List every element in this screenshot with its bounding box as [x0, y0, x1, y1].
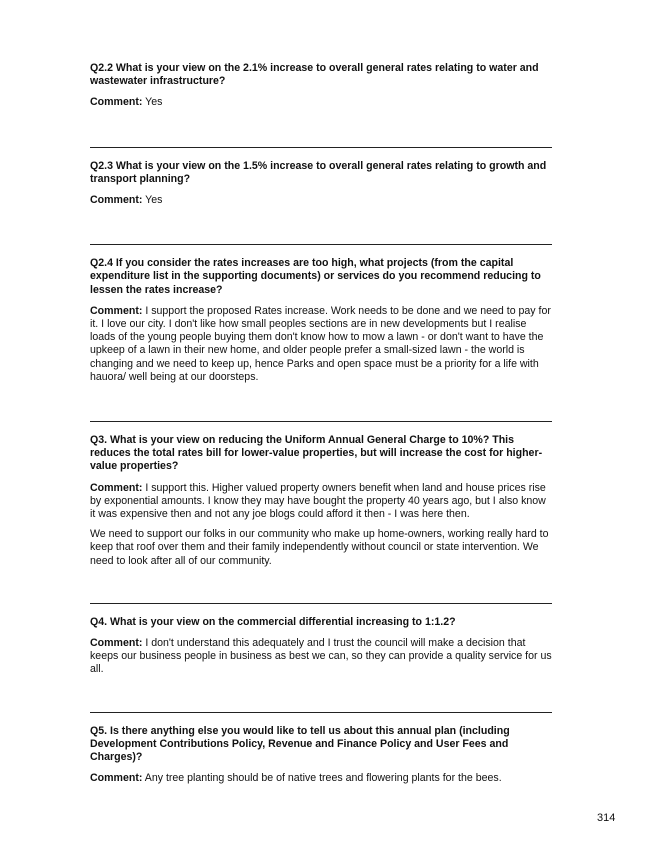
comment-text: Any tree planting should be of native trees and flowering plants for the bees. — [144, 772, 502, 785]
comment-text: Yes — [145, 194, 163, 207]
comment-text: I don't understand this adequately and I trust the council will make a decision that keeps our business people in business as best we can, so they can provide a quality service for us all. — [90, 637, 552, 676]
submission-content — [90, 62, 552, 793]
question-text: Q2.4 If you consider the rates increases are too high, what projects (from the capital expenditure list in the supporting documents) or services do you recommend reducing to lessen the rates increase? — [90, 257, 541, 296]
comment-label: Comment: — [90, 194, 143, 207]
comment-label: Comment: — [90, 96, 143, 109]
comment-text: Yes — [145, 96, 163, 109]
comment-paragraph — [90, 96, 552, 109]
question-text: Q2.3 What is your view on the 1.5% increase to overall general rates relating to growth and transport planning? — [90, 159, 547, 185]
question-section-q2-3 — [90, 160, 552, 208]
question-text: Q4. What is your view on the commercial differential increasing to 1:1.2? — [90, 615, 456, 628]
question-section-q2-4 — [90, 257, 552, 384]
question-section-q5 — [90, 725, 552, 786]
question-text: Q2.2 What is your view on the 2.1% increase to overall general rates relating to water and wastewater infrastructure? — [90, 62, 539, 88]
question-text: Q5. Is there anything else you would like to tell us about this annual plan (including Development Contributions Policy, Revenue and Finance Policy and User Fees and Charges)? — [90, 724, 510, 764]
comment-label: Comment: — [90, 637, 143, 650]
question-section-q4 — [90, 616, 552, 677]
comment-paragraph — [90, 772, 552, 785]
comment-paragraph — [90, 637, 552, 677]
question-text: Q3. What is your view on reducing the Uniform Annual General Charge to 10%? This reduces the total rates bill for lower-value properties, but will increase the cost for higher-value properties? — [90, 434, 543, 473]
comment-paragraph — [90, 482, 552, 522]
comment-text: I support the proposed Rates increase. Work needs to be done and we need to pay for it. I love our city. I don't like how small peoples sections are in new developments but I realise loads of the young people buying them don't know how to mow a lawn - or don't want to have the upkeep of a lawn in their new home, and older people prefer a small-sized lawn - the world is changing and we need to keep up, hence Parks and open space must be a priority for a life with hauora/ well being at our doorsteps. — [90, 304, 551, 383]
comment-label: Comment: — [90, 772, 143, 785]
comment-paragraph — [90, 194, 552, 207]
comment-paragraph — [90, 305, 552, 384]
comment-continuation: We need to support our folks in our community who make up home-owners, working really hard to keep that roof over them and their family independently without council or state intervention. We need to look after all of our community. — [90, 528, 549, 567]
comment-text: I support this. Higher valued property owners benefit when land and house prices rise by exponential amounts. I know they may have bought the property 40 years ago, but I also know it was expensive then and not any joe blogs could afford it then - I was here then. — [90, 481, 546, 521]
question-section-q2-2 — [90, 62, 552, 110]
comment-label: Comment: — [90, 304, 143, 317]
comment-label: Comment: — [90, 481, 143, 494]
page-number: 314 — [597, 812, 616, 824]
question-section-q3 — [90, 434, 552, 568]
